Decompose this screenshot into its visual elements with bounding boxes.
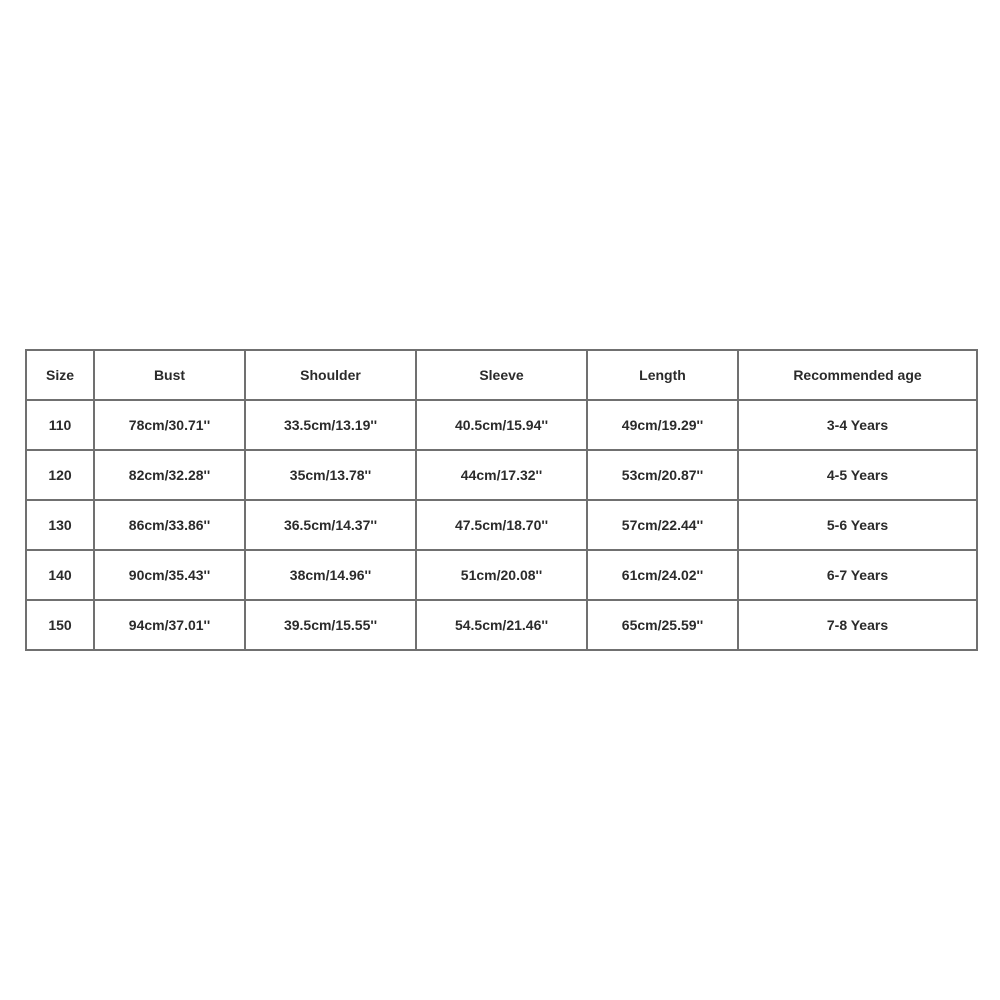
header-recommended-age: Recommended age: [738, 350, 977, 400]
cell-length: 65cm/25.59'': [587, 600, 738, 650]
cell-bust: 78cm/30.71'': [94, 400, 245, 450]
cell-length: 61cm/24.02'': [587, 550, 738, 600]
cell-shoulder: 33.5cm/13.19'': [245, 400, 416, 450]
table-row: [26, 500, 977, 550]
cell-shoulder: 35cm/13.78'': [245, 450, 416, 500]
cell-recommended-age: 3-4 Years: [738, 400, 977, 450]
cell-recommended-age: 5-6 Years: [738, 500, 977, 550]
header-bust: Bust: [94, 350, 245, 400]
cell-recommended-age: 6-7 Years: [738, 550, 977, 600]
table-row: [26, 400, 977, 450]
header-shoulder: Shoulder: [245, 350, 416, 400]
cell-size: 130: [26, 500, 94, 550]
cell-shoulder: 36.5cm/14.37'': [245, 500, 416, 550]
cell-bust: 82cm/32.28'': [94, 450, 245, 500]
table-row: [26, 600, 977, 650]
cell-size: 150: [26, 600, 94, 650]
cell-shoulder: 38cm/14.96'': [245, 550, 416, 600]
cell-recommended-age: 4-5 Years: [738, 450, 977, 500]
table-row: [26, 450, 977, 500]
cell-length: 53cm/20.87'': [587, 450, 738, 500]
cell-length: 49cm/19.29'': [587, 400, 738, 450]
cell-sleeve: 40.5cm/15.94'': [416, 400, 587, 450]
cell-length: 57cm/22.44'': [587, 500, 738, 550]
cell-sleeve: 54.5cm/21.46'': [416, 600, 587, 650]
size-chart-table: [25, 349, 978, 651]
cell-shoulder: 39.5cm/15.55'': [245, 600, 416, 650]
header-size: Size: [26, 350, 94, 400]
cell-bust: 94cm/37.01'': [94, 600, 245, 650]
cell-recommended-age: 7-8 Years: [738, 600, 977, 650]
cell-size: 110: [26, 400, 94, 450]
cell-size: 140: [26, 550, 94, 600]
cell-size: 120: [26, 450, 94, 500]
table-header-row: [26, 350, 977, 400]
cell-bust: 86cm/33.86'': [94, 500, 245, 550]
header-length: Length: [587, 350, 738, 400]
cell-sleeve: 51cm/20.08'': [416, 550, 587, 600]
cell-sleeve: 44cm/17.32'': [416, 450, 587, 500]
cell-bust: 90cm/35.43'': [94, 550, 245, 600]
header-sleeve: Sleeve: [416, 350, 587, 400]
cell-sleeve: 47.5cm/18.70'': [416, 500, 587, 550]
table-row: [26, 550, 977, 600]
